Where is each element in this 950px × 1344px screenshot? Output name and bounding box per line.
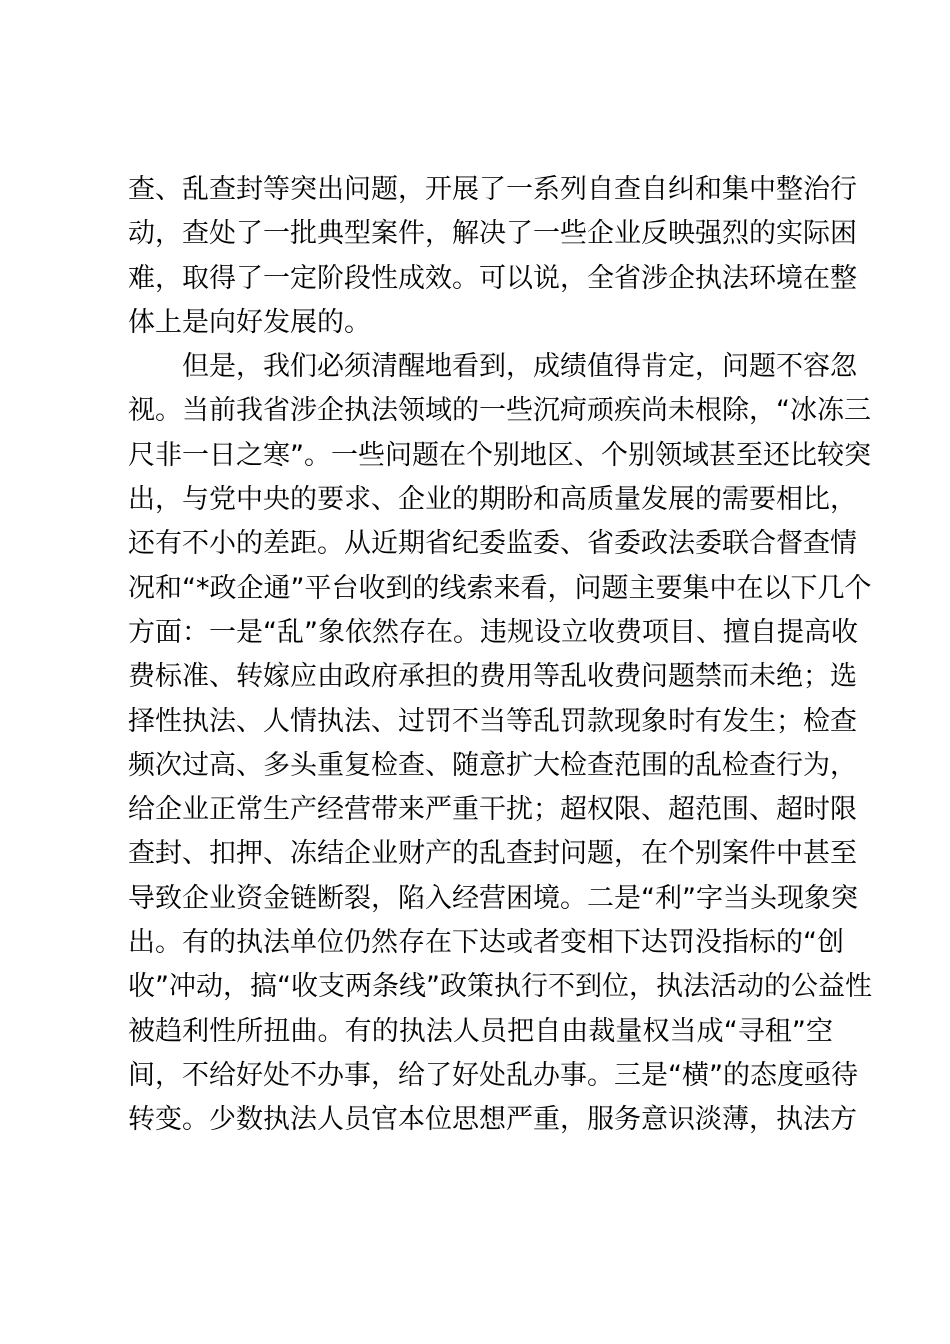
text-line: 被趋利性所扭曲。有的执法人员把自由裁量权当成“寻租”空 [128,1015,833,1047]
text-line: 频次过高、多头重复检查、随意扩大检查范围的乱检查行为， [128,749,857,781]
text-line: 出，与党中央的要求、企业的期盼和高质量发展的需要相比， [128,484,857,516]
text-line: 给企业正常生产经营带来严重干扰；超权限、超范围、超时限 [128,794,857,826]
text-line: 尺非一日之寒”。一些问题在个别地区、个别领域甚至还比较突 [128,439,871,471]
paragraph-start-line: 但是，我们必须清醒地看到，成绩值得肯定，问题不容忽 [182,351,857,383]
text-line: 方面：一是“乱”象依然存在。违规设立收费项目、擅自提高收 [128,616,858,648]
text-line: 间，不给好处不办事，给了好处乱办事。三是“横”的态度亟待 [128,1059,858,1091]
body-text [128,168,872,1143]
text-line: 费标准、转嫁应由政府承担的费用等乱收费问题禁而未绝；选 [128,661,857,693]
text-line: 体上是向好发展的。 [128,306,371,338]
text-line: 难，取得了一定阶段性成效。可以说，全省涉企执法环境在整 [128,262,857,294]
text-line: 出。有的执法单位仍然存在下达或者变相下达罚没指标的“创 [128,927,844,959]
text-line: 查、乱查封等突出问题，开展了一系列自查自纠和集中整治行 [128,174,857,205]
text-line: 动，查处了一批典型案件，解决了一些企业反映强烈的实际困 [128,218,857,250]
text-line: 择性执法、人情执法、过罚不当等乱罚款现象时有发生；检查 [128,705,857,737]
text-line: 还有不小的差距。从近期省纪委监委、省委政法委联合督查情 [128,528,857,560]
text-line: 查封、扣押、冻结企业财产的乱查封问题，在个别案件中甚至 [128,838,857,870]
text-line: 况和“*政企通”平台收到的线索来看，问题主要集中在以下几个 [128,572,872,604]
text-line: 收”冲动，搞“收支两条线”政策执行不到位，执法活动的公益性 [128,971,872,1003]
text-line: 导致企业资金链断裂，陷入经营困境。二是“利”字当头现象突 [128,882,858,914]
text-line: 转变。少数执法人员官本位思想严重，服务意识淡薄，执法方 [128,1104,857,1136]
text-line: 视。当前我省涉企执法领域的一些沉疴顽疾尚未根除，“冰冻三 [128,395,871,427]
